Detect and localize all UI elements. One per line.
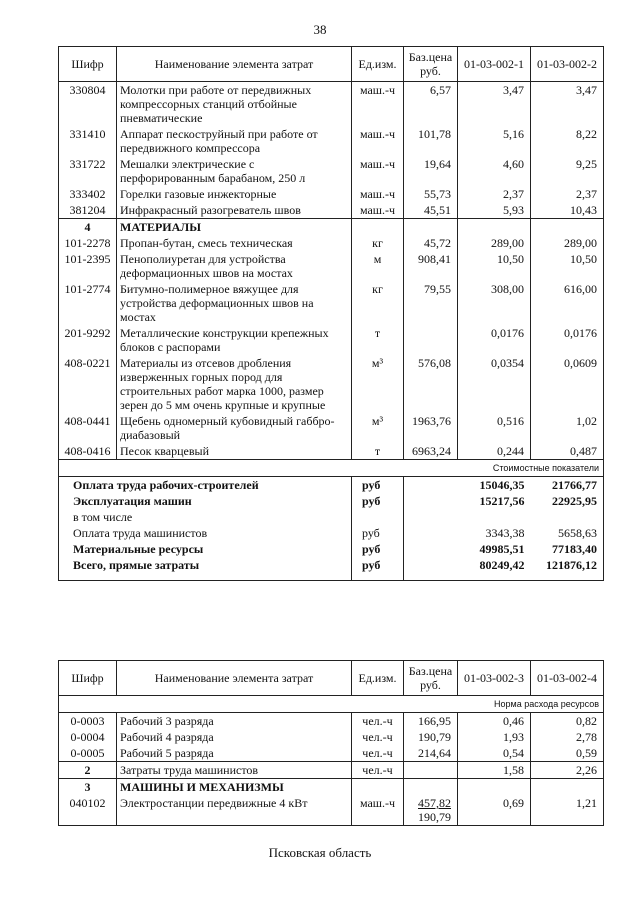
empty-cell — [404, 493, 458, 509]
section-code: 3 — [59, 779, 117, 796]
cell-unit: маш.-ч — [352, 82, 404, 127]
cell-v1: 5,16 — [458, 126, 531, 156]
cell-code: 0-0003 — [59, 713, 117, 730]
cell-code: 0-0004 — [59, 729, 117, 745]
col-name-header: Наименование элемента затрат — [117, 661, 352, 696]
region-footer: Псковская область — [268, 845, 372, 860]
cell-v1: 0,46 — [458, 713, 531, 730]
section-row — [59, 219, 604, 236]
cell-code: 408-0221 — [59, 355, 117, 413]
table-row — [59, 413, 604, 443]
table-header — [59, 661, 604, 696]
cell-code: 331410 — [59, 126, 117, 156]
table-header — [59, 47, 604, 82]
cell-unit: кг — [352, 235, 404, 251]
cell-unit: т — [352, 325, 404, 355]
cell-code: 381204 — [59, 202, 117, 219]
table-row — [59, 281, 604, 325]
cell-name: Битумно-полимерное вяжущее для устройства деформационных швов на мостах — [117, 281, 352, 325]
empty-cell — [404, 541, 458, 557]
empty-cell — [404, 509, 458, 525]
cell-code: 040102 — [59, 795, 117, 826]
cell-v2: 1,02 — [531, 413, 604, 443]
cell-name: Щебень одномерный кубовидный габбро-диабазовый — [117, 413, 352, 443]
cell-v2: 3,47 — [531, 82, 604, 127]
col-name-header: Наименование элемента затрат — [117, 47, 352, 82]
subheader-row — [59, 696, 604, 713]
table-row — [59, 795, 604, 826]
summary-unit: руб — [352, 541, 404, 557]
cell-code: 331722 — [59, 156, 117, 186]
cell-name: Рабочий 3 разряда — [117, 713, 352, 730]
summary-v2: 21766,77 — [531, 477, 604, 494]
summary-unit — [352, 509, 404, 525]
summary-row — [59, 509, 604, 525]
subheader-row — [59, 460, 604, 477]
table-row — [59, 325, 604, 355]
summary-v1: 15217,56 — [479, 494, 525, 508]
summary-v1: 15046,35 — [479, 478, 525, 492]
empty-cell — [352, 219, 404, 236]
page-number: 38 — [313, 22, 327, 37]
cell-code: 408-0416 — [59, 443, 117, 460]
price-line-1: 457,82 — [418, 796, 451, 810]
summary-name: Материальные ресурсы — [59, 541, 352, 557]
cell-unit: чел.-ч — [352, 762, 404, 779]
resources-table-1 — [58, 46, 604, 581]
table-row — [59, 235, 604, 251]
summary-unit: руб — [352, 557, 404, 581]
summary-v2: 77183,40 — [531, 541, 604, 557]
cell-price: 6,57 — [404, 82, 458, 127]
cell-v2: 0,0609 — [531, 355, 604, 413]
cell-v2: 0,82 — [531, 713, 604, 730]
table-row — [59, 202, 604, 219]
cell-v1: 0,244 — [458, 443, 531, 460]
table-row — [59, 156, 604, 186]
cell-v1: 0,69 — [458, 795, 531, 826]
cell-v1: 2,37 — [458, 186, 531, 202]
summary-row — [59, 477, 604, 494]
summary-v2: 5658,63 — [531, 525, 604, 541]
cell-name: Рабочий 4 разряда — [117, 729, 352, 745]
empty-cell — [531, 779, 604, 796]
summary-name: Эксплуатация машин — [59, 493, 352, 509]
subheader-label: Стоимостные показатели — [59, 460, 604, 477]
cell-v2: 616,00 — [531, 281, 604, 325]
summary-unit: руб — [352, 493, 404, 509]
price-line-2: 190,79 — [418, 810, 451, 824]
empty-cell — [352, 779, 404, 796]
cell-name: Мешалки электрические с перфорированным барабаном, 250 л — [117, 156, 352, 186]
cell-v2: 2,78 — [531, 729, 604, 745]
cell-v2: 289,00 — [531, 235, 604, 251]
cell-price: 1963,76 — [404, 413, 458, 443]
summary-v2 — [531, 509, 604, 525]
cell-v1: 289,00 — [458, 235, 531, 251]
cell-code: 2 — [59, 762, 117, 779]
cell-name: Рабочий 5 разряда — [117, 745, 352, 762]
section-code: 4 — [59, 219, 117, 236]
col-v2-header: 01-03-002-4 — [531, 661, 604, 696]
resources-table-2 — [58, 660, 604, 826]
cell-name: Электростанции передвижные 4 кВт — [117, 795, 352, 826]
cell-v2: 2,26 — [531, 762, 604, 779]
empty-cell — [458, 779, 531, 796]
cell-unit: чел.-ч — [352, 745, 404, 762]
cell-code: 330804 — [59, 82, 117, 127]
cell-price: 166,95 — [404, 713, 458, 730]
cell-v1: 0,516 — [458, 413, 531, 443]
summary-v1: 3343,38 — [485, 526, 525, 540]
cell-price: 79,55 — [404, 281, 458, 325]
table-row — [59, 251, 604, 281]
empty-cell — [404, 557, 458, 581]
empty-cell — [531, 219, 604, 236]
cell-v2: 2,37 — [531, 186, 604, 202]
summary-name: Оплата труда рабочих-строителей — [59, 477, 352, 494]
cell-code: 101-2774 — [59, 281, 117, 325]
summary-v2: 121876,12 — [531, 557, 604, 581]
cell-v1: 0,0354 — [458, 355, 531, 413]
col-v1-header: 01-03-002-3 — [458, 661, 531, 696]
section-title: МАТЕРИАЛЫ — [117, 219, 352, 236]
cell-unit: чел.-ч — [352, 713, 404, 730]
empty-cell — [458, 219, 531, 236]
cell-name: Молотки при работе от передвижных компрессорных станций отбойные пневматические — [117, 82, 352, 127]
cell-name: Материалы из отсевов дробления изверженных горных пород для строительных работ марка 1000, размер зерен до 5 мм очень крупные и крупные — [117, 355, 352, 413]
col-v1-header: 01-03-002-1 — [458, 47, 531, 82]
cell-name: Песок кварцевый — [117, 443, 352, 460]
cell-price: 19,64 — [404, 156, 458, 186]
table-row — [59, 762, 604, 779]
cell-unit: т — [352, 443, 404, 460]
table-row — [59, 729, 604, 745]
cell-price: 190,79 — [404, 729, 458, 745]
cell-v1: 3,47 — [458, 82, 531, 127]
summary-unit: руб — [352, 525, 404, 541]
cell-price — [404, 795, 458, 826]
cell-v1: 1,58 — [458, 762, 531, 779]
summary-unit: руб — [352, 477, 404, 494]
cell-v2: 1,21 — [531, 795, 604, 826]
empty-cell — [404, 779, 458, 796]
table-row — [59, 443, 604, 460]
cell-v1: 308,00 — [458, 281, 531, 325]
cell-name: Аппарат пескоструйный при работе от передвижного компрессора — [117, 126, 352, 156]
col-code-header: Шифр — [59, 47, 117, 82]
col-price-header: Баз.цена руб. — [404, 661, 458, 696]
cell-price: 55,73 — [404, 186, 458, 202]
summary-name: в том числе — [59, 509, 352, 525]
cell-v1: 10,50 — [458, 251, 531, 281]
summary-row — [59, 557, 604, 581]
subheader-label: Норма расхода ресурсов — [59, 696, 604, 713]
empty-cell — [404, 219, 458, 236]
cell-unit: маш.-ч — [352, 795, 404, 826]
summary-row — [59, 493, 604, 509]
table-row — [59, 745, 604, 762]
cell-code: 101-2278 — [59, 235, 117, 251]
cell-v2: 0,59 — [531, 745, 604, 762]
summary-row — [59, 525, 604, 541]
table-row — [59, 126, 604, 156]
cell-code: 101-2395 — [59, 251, 117, 281]
section-row — [59, 779, 604, 796]
cell-v2: 9,25 — [531, 156, 604, 186]
cell-unit: маш.-ч — [352, 126, 404, 156]
cell-v2: 10,43 — [531, 202, 604, 219]
cell-unit: м — [352, 251, 404, 281]
cell-v1: 5,93 — [458, 202, 531, 219]
cell-price: 45,72 — [404, 235, 458, 251]
summary-v1 — [458, 509, 531, 525]
summary-v1: 80249,42 — [458, 557, 531, 581]
table-row — [59, 186, 604, 202]
cell-price: 908,41 — [404, 251, 458, 281]
cell-unit: маш.-ч — [352, 186, 404, 202]
summary-v2: 22925,95 — [531, 493, 604, 509]
cell-price: 576,08 — [404, 355, 458, 413]
cell-price: 101,78 — [404, 126, 458, 156]
cell-unit: маш.-ч — [352, 202, 404, 219]
table-row — [59, 82, 604, 127]
table-row — [59, 355, 604, 413]
col-v2-header: 01-03-002-2 — [531, 47, 604, 82]
cell-price — [404, 762, 458, 779]
cell-name: Пенополиуретан для устройства деформационных швов на мостах — [117, 251, 352, 281]
col-price-header: Баз.цена руб. — [404, 47, 458, 82]
cell-code: 333402 — [59, 186, 117, 202]
cell-price: 6963,24 — [404, 443, 458, 460]
cell-v2: 8,22 — [531, 126, 604, 156]
summary-name: Оплата труда машинистов — [59, 525, 352, 541]
cell-price: 214,64 — [404, 745, 458, 762]
cell-unit: чел.-ч — [352, 729, 404, 745]
cell-unit: маш.-ч — [352, 156, 404, 186]
empty-cell — [404, 525, 458, 541]
col-unit-header: Ед.изм. — [352, 661, 404, 696]
cell-unit: м³ — [352, 413, 404, 443]
cell-v2: 10,50 — [531, 251, 604, 281]
empty-cell — [404, 477, 458, 494]
section-title: МАШИНЫ И МЕХАНИЗМЫ — [117, 779, 352, 796]
cell-v2: 0,487 — [531, 443, 604, 460]
summary-row — [59, 541, 604, 557]
cell-v1: 0,0176 — [458, 325, 531, 355]
cell-price: 45,51 — [404, 202, 458, 219]
col-unit-header: Ед.изм. — [352, 47, 404, 82]
cell-price — [404, 325, 458, 355]
cell-name: Пропан-бутан, смесь техническая — [117, 235, 352, 251]
cell-code: 408-0441 — [59, 413, 117, 443]
summary-v1: 49985,51 — [479, 542, 525, 556]
cell-code: 0-0005 — [59, 745, 117, 762]
cell-name: Металлические конструкции крепежных блоков с распорами — [117, 325, 352, 355]
cell-unit: кг — [352, 281, 404, 325]
cell-name: Инфракрасный разогреватель швов — [117, 202, 352, 219]
cell-v1: 1,93 — [458, 729, 531, 745]
col-code-header: Шифр — [59, 661, 117, 696]
table-row — [59, 713, 604, 730]
cell-name: Затраты труда машинистов — [117, 762, 352, 779]
cell-v2: 0,0176 — [531, 325, 604, 355]
cell-code: 201-9292 — [59, 325, 117, 355]
cell-name: Горелки газовые инжекторные — [117, 186, 352, 202]
cell-v1: 4,60 — [458, 156, 531, 186]
cell-unit: м³ — [352, 355, 404, 413]
cell-v1: 0,54 — [458, 745, 531, 762]
summary-name: Всего, прямые затраты — [59, 557, 352, 581]
